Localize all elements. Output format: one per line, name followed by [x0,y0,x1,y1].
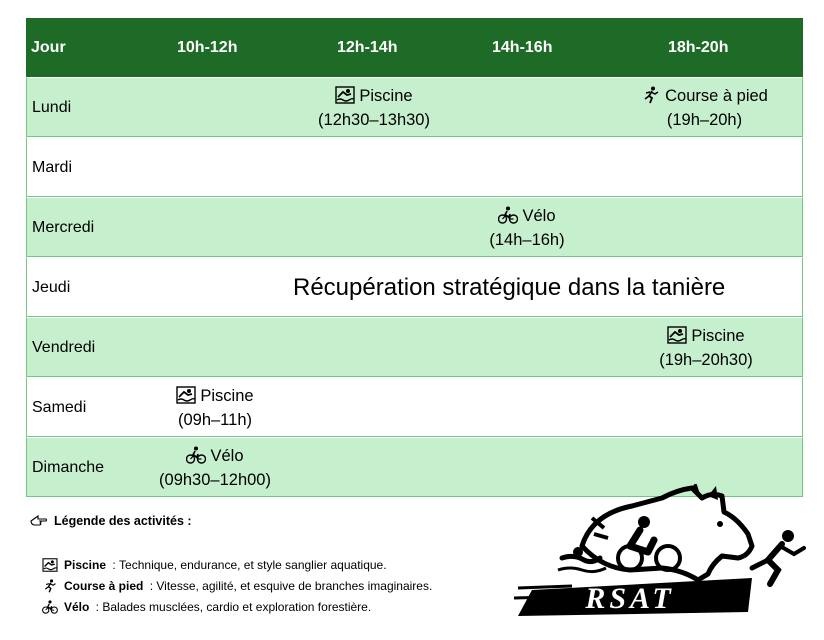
header-jour: Jour [31,39,66,56]
activity-name: Vélo [522,207,556,225]
activity-lundi-course [627,84,782,132]
day-label: Vendredi [32,339,96,356]
header-slot-10h: 10h-12h [177,39,238,56]
activity-dimanche-velo [145,444,285,492]
legend-item-name: Piscine [64,558,107,572]
activity-time: (09h–11h) [177,411,252,429]
cyclist-icon [42,600,58,614]
activity-time: (12h30–13h30) [318,111,430,129]
legend-item-sep: : [92,600,103,614]
activity-lundi-piscine [299,84,449,132]
swimmer-icon [667,326,687,344]
row-vendredi [26,317,803,377]
activity-time: (19h–20h30) [659,351,753,369]
activity-name: Piscine [200,387,254,405]
legend-item-desc: Vitesse, agilité, et esquive de branches imaginaires. [156,579,433,593]
boar-head-shape [582,488,752,580]
legend-title [30,514,192,528]
header-slot-14h: 14h-16h [492,39,553,56]
rsat-logo [512,484,812,624]
day-label: Lundi [32,99,72,116]
legend-title-text: Légende des activités : [54,514,192,528]
header-row [26,18,803,77]
activity-mercredi-velo [467,204,587,252]
row-jeudi [26,257,803,317]
activity-time: (14h–16h) [489,231,565,249]
day-label: Samedi [32,399,87,416]
legend [30,514,433,614]
legend-item-piscine [42,558,387,572]
activity-name: Course à pied [665,87,768,105]
day-label: Dimanche [32,459,105,476]
row-samedi [26,377,803,437]
activity-name: Piscine [359,87,413,105]
swimmer-icon [42,558,58,572]
legend-item-name: Vélo [64,600,90,614]
hand-pointing-icon [30,514,48,528]
row-mardi [26,137,803,197]
activity-samedi-piscine [155,384,275,432]
legend-item-desc: Technique, endurance, et style sanglier aquatique. [119,558,387,572]
logo-text: RSAT [585,582,675,615]
schedule-table [26,18,803,497]
legend-item-name: Course à pied [64,579,144,593]
activity-vendredi-piscine [639,324,773,372]
row-mercredi [26,197,803,257]
legend-item-velo [42,600,371,614]
header-slot-12h: 12h-14h [337,39,398,56]
runner-icon [641,86,661,104]
day-label: Jeudi [32,279,71,296]
header-slot-18h: 18h-20h [668,39,729,56]
activity-name: Piscine [691,327,745,345]
swimmer-icon [176,386,196,404]
cyclist-icon [498,206,518,224]
legend-item-course [42,579,432,593]
legend-item-desc: Balades musclées, cardio et exploration forestière. [102,600,372,614]
swimmer-icon [335,86,355,104]
row-lundi [26,77,803,137]
legend-item-sep: : [109,558,120,572]
runner-icon [42,579,58,593]
activity-time: (09h30–12h00) [159,471,271,489]
day-label: Mercredi [32,219,95,236]
activity-name: Vélo [210,447,244,465]
day-label: Mardi [32,159,73,176]
recovery-note: Récupération stratégique dans la tanière [293,274,726,301]
activity-time: (19h–20h) [666,111,743,129]
legend-item-sep: : [146,579,157,593]
cyclist-icon [186,446,206,464]
